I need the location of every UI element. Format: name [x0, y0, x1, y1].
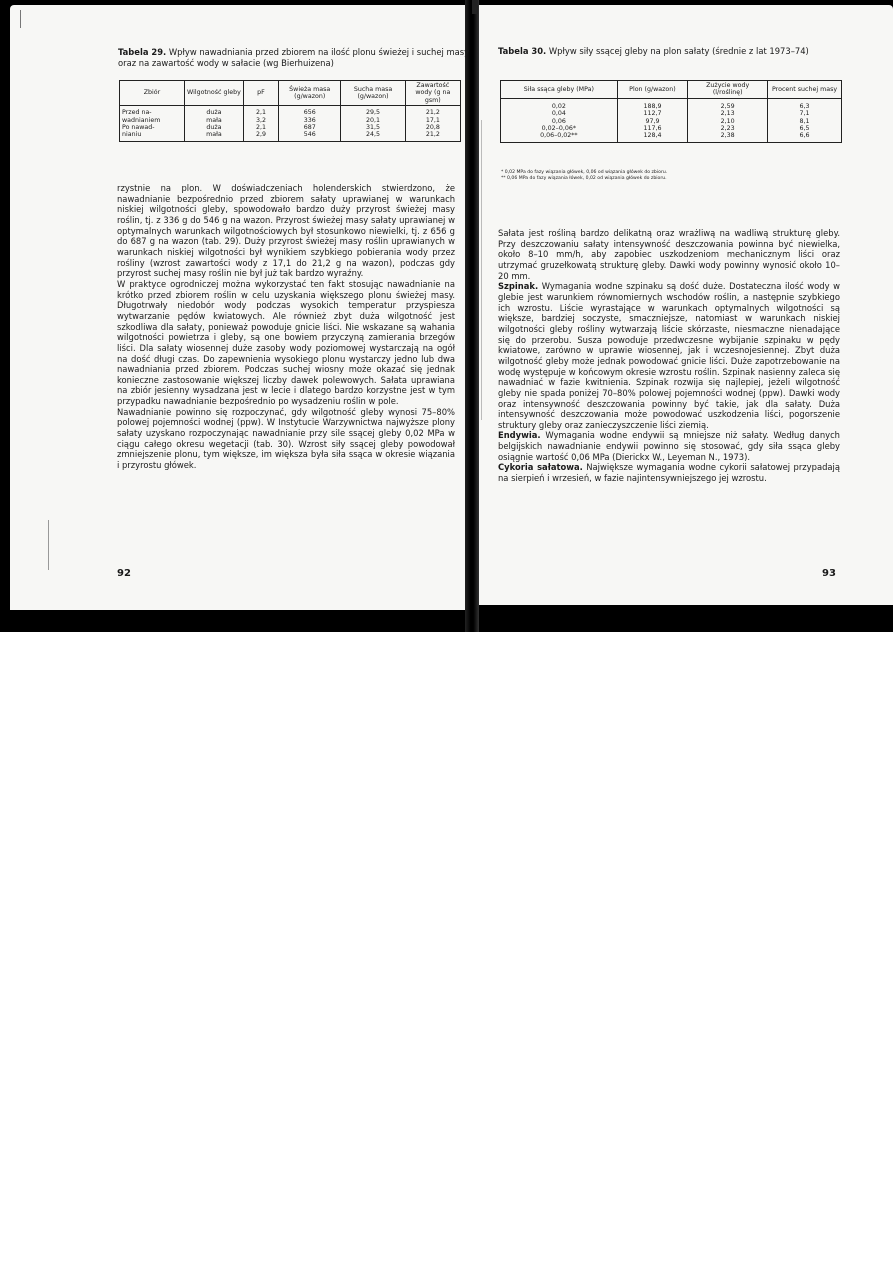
- table-cell: 17,1: [405, 117, 460, 124]
- table-cell: 31,5: [341, 124, 405, 131]
- table29-caption: [118, 47, 470, 68]
- paragraph: rzystnie na plon. W doświadczeniach holenderskich stwierdzono, że nawadnianie bezpośrednio przed zbiorem sałaty uprawianej w warunkach niskiej wilgotności gleby, spowodowało bardzo duży przyrost świeżej masy roślin, tj. z 336 g do 546 g na wazon. Przyrost świeżej masy sałaty uprawianej w optymalnych warunkach wilgotnościowych był stosunkowo niewielki, tj. z 656 g do 687 g na wazon (tab. 29). Duży przyrost świeżej masy roślin uprawianych w warunkach niskiej wilgotności był wynikiem szybkiego pobierania wody przez rośliny (wzrost zawartości wody z 17,1 do 21,2 g na wazon), podczas gdy przyrost suchej masy roślin nie był już tak bardzo wyraźny.: [117, 183, 455, 279]
- table29-group-label: nianiu: [120, 131, 185, 141]
- table-cell: 112,7: [617, 110, 688, 117]
- table-cell: 20,1: [341, 117, 405, 124]
- table-cell: 336: [279, 117, 341, 124]
- table-cell: 188,9: [617, 98, 688, 110]
- table-cell: 7,1: [768, 110, 842, 117]
- table30-caption: [498, 46, 841, 57]
- table-cell: 20,8: [405, 124, 460, 131]
- footnote: ** 0,06 MPa do fazy wiązania łówek, 0,02 od wiązania główek do zbioru.: [501, 175, 667, 181]
- table-row: [120, 124, 461, 131]
- section-text: Wymagania wodne szpinaku są dość duże. Dostateczna ilość wody w glebie jest warunkiem równomiernych wschodów roślin, a następnie szybkiego ich wzrostu. Liście wyrastające w warunkach optymalnych wilgotności są większe, bardziej soczyste, smaczniejsze, natomiast w warunkach niskiej wilgotności gleby rośliny wytwarzają liście skórzaste, niesmaczne nienadające się do przerobu. Susza powoduje przedwczesne wybijanie szpinaku w pędy kwiatowe, zarówno w uprawie wiosennej, jak i wczesnojesiennej. Zbyt duża wilgotność gleby może jednak powodować gnicie liści. Duże zapotrzebowanie na wodę występuje w końcowym okresie wzrostu roślin. Szpinak nasienny zaleca się nawadniać w fazie kwitnienia. Szpinak rozwija się najlepiej, jeżeli wilgotność gleby nie spada poniżej 70–80% polowej pojemności wodnej (ppw). Dawki wody oraz intensywność deszczowania powinny być takie, jak dla sałaty. Duża intensywność deszczowania może powodować uszkodzenia liści, pogorszenie struktury gleby oraz zanieczyszczenie liści ziemią.: [498, 281, 841, 430]
- page-number-right: 93: [822, 568, 836, 579]
- table-cell: 6,5: [768, 125, 842, 132]
- table-cell: 2,38: [688, 132, 768, 142]
- paragraph: [498, 462, 840, 483]
- section-heading: Szpinak.: [498, 281, 539, 292]
- table-cell: 97,9: [617, 118, 688, 125]
- table-cell: 656: [279, 106, 341, 117]
- table30-header: Siła ssąca gleby (MPa): [501, 81, 618, 99]
- table-row: [120, 117, 461, 124]
- table29-label: Tabela 29.: [118, 47, 167, 57]
- table-cell: 0,02–0,06*: [501, 125, 618, 132]
- table-cell: 2,13: [688, 110, 768, 117]
- footnote: * 0,02 MPa do fazy wiązania główek, 0,06 od wiązania główek do zbioru.: [501, 170, 668, 175]
- table29-header: Wilgotność gleby: [184, 81, 243, 106]
- table-cell: 29,5: [341, 106, 405, 117]
- book-spine: [465, 0, 479, 632]
- table-cell: 0,02: [501, 98, 618, 110]
- table30-footnotes: [501, 170, 841, 181]
- table30-header: Procent suchej masy: [768, 81, 842, 99]
- table-cell: 21,2: [405, 131, 460, 141]
- table-cell: 3,2: [243, 117, 278, 124]
- table-row: [501, 98, 842, 110]
- table-cell: mała: [184, 117, 243, 124]
- table-cell: 0,04: [501, 110, 618, 117]
- table-cell: 0,06: [501, 118, 618, 125]
- table-row: [120, 131, 461, 141]
- paragraph: Sałata jest rośliną bardzo delikatną oraz wrażliwą na wadliwą strukturę gleby. Przy deszczowaniu sałaty intensywność deszczowania powinna być niewielka, około 8–10 mm/h, aby zapobiec uszkodzeniom mechanicznym liści oraz utrzymać gruzełkowatą strukturę gleby. Dawki wody powinny wynosić około 10–20 mm.: [498, 228, 840, 281]
- table29-group-label: Przed na-: [120, 106, 185, 117]
- table29-group-label: Po nawad-: [120, 124, 185, 131]
- table29-header: Zbiór: [120, 81, 185, 106]
- table29-header: Zawartość wody (g na gsm): [405, 81, 460, 106]
- paragraph: [498, 281, 840, 430]
- table-cell: 687: [279, 124, 341, 131]
- table-cell: 2,1: [243, 106, 278, 117]
- table29-caption-text: Wpływ nawadniania przed zbiorem na ilość plonu świeżej i suchej masy oraz na zawartość wody w sałacie (wg Bierhuizena): [118, 47, 470, 68]
- table-cell: 8,1: [768, 118, 842, 125]
- table-cell: mała: [184, 131, 243, 141]
- table-cell: 2,1: [243, 124, 278, 131]
- section-text: Wymagania wodne endywii są mniejsze niż sałaty. Według danych belgijskich nawadnianie endywii powinno się stosować, gdy siła ssąca gleby osiągnie wartość 0,06 MPa (Dierickx W., Leyeman N., 1973).: [498, 430, 840, 462]
- paragraph: W praktyce ogrodniczej można wykorzystać ten fakt stosując nawadnianie na krótko przed zbiorem roślin w celu uzyskania większego plonu świeżej masy. Długotrwały niedobór wody podczas wysokich temperatur przyspiesza wytwarzanie pędów kwiatowych. Ale również zbyt duża wilgotność jest szkodliwa dla sałaty, ponieważ powoduje gnicie liści. Nie wskazane są wahania wilgotności powietrza i gleby, są one bowiem przyczyną zamierania brzegów liści. Dla sałaty wiosennej duże zasoby wody poziomowej wystarczają na ogół na dość długi czas. Do zapewnienia wysokiego plonu wystarczy jedno lub dwa nawadniania przed zbiorem. Podczas suchej wiosny może okazać się jednak konieczne zastosowanie większej liczby dawek polewowych. Sałata uprawiana na zbiór jesienny wysadzana jest w lecie i dlatego bardzo korzystne jest w tym przypadku nawadnianie bezpośrednio po wysadzeniu roślin w pole.: [117, 278, 455, 407]
- table-cell: 0,06–0,02**: [501, 132, 618, 142]
- table29-group-label: wadnianiem: [120, 117, 185, 124]
- table30-header: Plon (g/wazon): [617, 81, 688, 99]
- table-cell: duża: [184, 106, 243, 117]
- margin-mark: [20, 10, 21, 28]
- table30-label: Tabela 30.: [498, 46, 547, 56]
- table-cell: 6,6: [768, 132, 842, 142]
- table-cell: 2,23: [688, 125, 768, 132]
- table-row: [501, 110, 842, 117]
- table30: [500, 80, 842, 143]
- section-heading: Endywia.: [498, 430, 541, 441]
- table29-header: Sucha masa (g/wazon): [341, 81, 405, 106]
- table30-caption-text: Wpływ siły ssącej gleby na plon sałaty (średnie z lat 1973–74): [548, 46, 809, 56]
- table-cell: 117,6: [617, 125, 688, 132]
- table-cell: 2,10: [688, 118, 768, 125]
- table29: [119, 80, 461, 142]
- page-number-left: 92: [117, 568, 131, 579]
- table-row: [120, 106, 461, 117]
- right-body-text: [498, 228, 840, 484]
- left-body-text: [117, 183, 455, 471]
- table30-header: Zużycie wody (l/roślinę): [688, 81, 768, 99]
- spine-mark: [472, 0, 478, 14]
- margin-mark: [48, 520, 49, 570]
- section-text: Największe wymagania wodne cykorii sałatowej przypadają na sierpień i wrzesień, w fazie najintensywniejszego jej wzrostu.: [498, 462, 840, 484]
- table-cell: duża: [184, 124, 243, 131]
- table-cell: 2,59: [688, 98, 768, 110]
- table29-header: Świeża masa (g/wazon): [279, 81, 341, 106]
- table-cell: 546: [279, 131, 341, 141]
- table-row: [501, 132, 842, 142]
- table-row: [501, 118, 842, 125]
- table29-header: pF: [243, 81, 278, 106]
- table-cell: 24,5: [341, 131, 405, 141]
- section-heading: Cykoria sałatowa.: [498, 462, 583, 473]
- table-cell: 2,9: [243, 131, 278, 141]
- paragraph: [498, 430, 840, 462]
- table-cell: 21,2: [405, 106, 460, 117]
- table-row: [501, 125, 842, 132]
- table-cell: 6,3: [768, 98, 842, 110]
- paragraph: Nawadnianie powinno się rozpoczynać, gdy wilgotność gleby wynosi 75–80% polowej pojemności wodnej (ppw). W Instytucie Warzywnictwa najwyższe plony sałaty uzyskano rozpoczynając nawadnianie przy sile ssącej gleby 0,02 MPa w ciągu całego okresu wegetacji (tab. 30). Wzrost siły ssącej gleby powodował zmniejszenie plonu, tym większe, im większa była siła ssąca w okresie wiązania i przyrostu główek.: [117, 406, 455, 471]
- table-cell: 128,4: [617, 132, 688, 142]
- gutter-shadow: [481, 120, 482, 420]
